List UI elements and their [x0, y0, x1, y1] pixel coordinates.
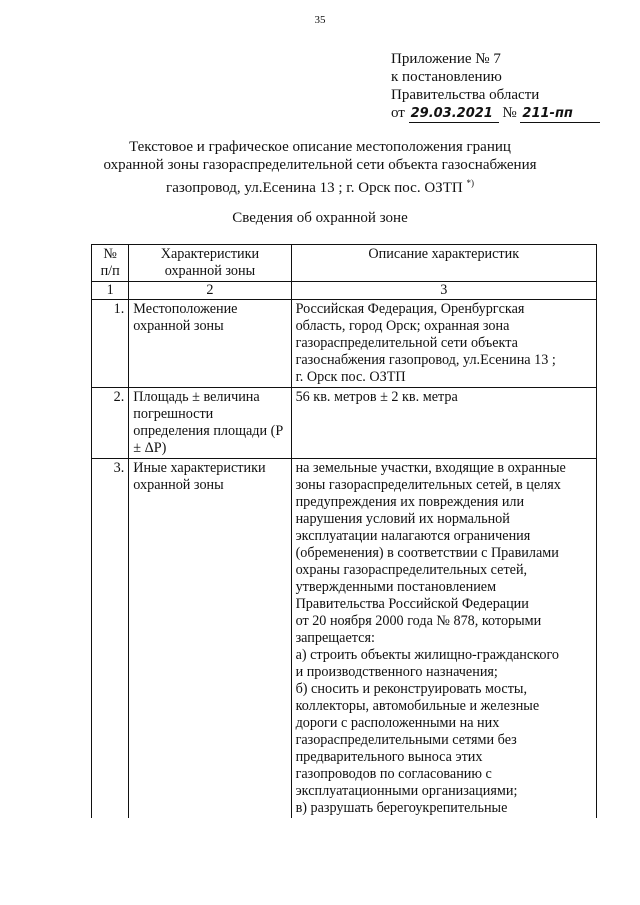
index-cell: 1: [92, 282, 129, 300]
row-characteristic: Местоположение охранной зоны: [129, 300, 291, 388]
description-line: г. Орск пос. ОЗТП: [295, 369, 406, 385]
description-line: и производственного назначения;: [295, 664, 498, 680]
description-line: охраны газораспределительных сетей,: [295, 562, 528, 578]
appendix-government: Правительства области: [391, 87, 540, 103]
header-characteristic: Характеристики охранной зоны: [129, 245, 291, 282]
description-line: зоны газораспределительных сетей, в целях: [295, 477, 561, 493]
description-line: Российская Федерация, Оренбургская: [295, 301, 525, 317]
header-number: № п/п: [92, 245, 129, 282]
title-line-3-text: газопровод, ул.Есенина 13 ; г. Орск пос. ОЗТП: [166, 180, 463, 196]
row-characteristic: Площадь ± величина погрешности определения площади (P ± ΔP): [129, 388, 291, 459]
description-line: нарушения условий их нормальной: [295, 511, 510, 527]
description-line: б) сносить и реконструировать мосты,: [295, 681, 527, 697]
footnote-mark: *): [466, 178, 474, 188]
appendix-date-number-line: [391, 104, 600, 123]
handwritten-date: 29.03.2021: [409, 106, 499, 123]
row-number: 1.: [92, 300, 129, 388]
document-title: [60, 138, 580, 197]
description-line: предупреждения их повреждения или: [295, 494, 525, 510]
from-label: от: [391, 105, 405, 121]
page-number: 35: [314, 14, 326, 26]
row-characteristic: Иные характеристики охранной зоны: [129, 459, 291, 819]
description-line: а) строить объекты жилищно-гражданского: [295, 647, 560, 663]
section-subtitle: Сведения об охранной зоне: [232, 210, 408, 226]
description-line: утвержденными постановлением: [295, 579, 497, 595]
description-line: область, город Орск; охранная зона: [295, 318, 510, 334]
appendix-title: Приложение № 7: [391, 51, 501, 67]
description-line: на земельные участки, входящие в охранные: [295, 460, 566, 476]
description-line: эксплуатации налагаются ограничения: [295, 528, 531, 544]
description-line: газоснабжения газопровод, ул.Есенина 13 ;: [295, 352, 556, 368]
description-line: газораспределительными сетями без: [295, 732, 517, 748]
table-header-row: [92, 245, 597, 282]
handwritten-number: 211-пп: [520, 106, 600, 123]
row-description: [291, 459, 596, 819]
table-index-row: [92, 282, 597, 300]
header-description: Описание характеристик: [291, 245, 596, 282]
table-row: [92, 300, 597, 388]
description-line: предварительного выноса этих: [295, 749, 483, 765]
description-line: Правительства Российской Федерации: [295, 596, 529, 612]
title-line-2: охранной зоны газораспределительной сети объекта газоснабжения: [103, 157, 537, 173]
description-line: от 20 ноября 2000 года № 878, которыми: [295, 613, 542, 629]
title-line-3: [60, 174, 580, 197]
description-line: эксплуатационными организациями;: [295, 783, 518, 799]
protection-zone-table: [91, 244, 597, 818]
description-line: коллекторы, автомобильные и железные: [295, 698, 540, 714]
description-line: (обременения) в соответствии с Правилами: [295, 545, 559, 561]
description-line: 56 кв. метров ± 2 кв. метра: [295, 389, 458, 405]
description-line: в) разрушать берегоукрепительные: [295, 800, 508, 816]
description-line: газораспределительной сети объекта: [295, 335, 518, 351]
title-line-1: Текстовое и графическое описание местоположения границ: [129, 139, 511, 155]
description-line: дороги с расположенными на них: [295, 715, 500, 731]
table-row: [92, 459, 597, 819]
description-line: запрещается:: [295, 630, 375, 646]
row-number: 3.: [92, 459, 129, 819]
number-label: №: [502, 105, 517, 121]
table-row: [92, 388, 597, 459]
appendix-to-resolution: к постановлению: [391, 69, 502, 85]
index-cell: 2: [129, 282, 291, 300]
row-description: [291, 300, 596, 388]
row-description: [291, 388, 596, 459]
appendix-header: [391, 50, 600, 123]
index-cell: 3: [291, 282, 596, 300]
row-number: 2.: [92, 388, 129, 459]
description-line: газопроводов по согласованию с: [295, 766, 492, 782]
